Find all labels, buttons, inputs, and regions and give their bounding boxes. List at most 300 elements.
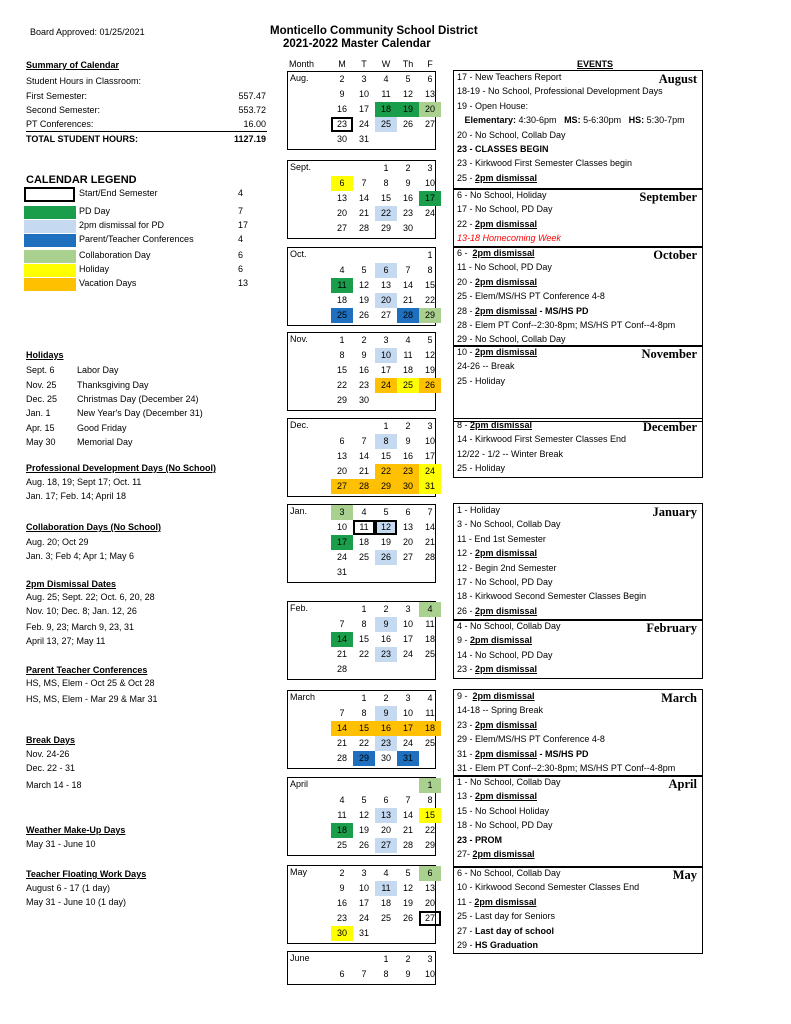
event-text: 10 - [457, 347, 476, 357]
event-text: 25 - [457, 172, 476, 183]
calendar-day: 13 [424, 883, 435, 893]
holidays-title: Holidays [26, 350, 64, 360]
event-line [457, 720, 537, 730]
calendar-day: 16 [402, 193, 413, 203]
event-line [457, 291, 605, 301]
event-text: 23 - [457, 719, 476, 730]
event-line [457, 190, 547, 200]
calendar-day: 3 [427, 163, 433, 173]
calendar-day: 30 [402, 223, 413, 233]
calendar-day: 9 [375, 706, 397, 721]
summary-label: Second Semester: [26, 105, 101, 115]
event-text: 5:30-7pm [646, 115, 685, 126]
event-text: 27 - [457, 925, 476, 936]
event-text: 25 - Holiday [457, 463, 506, 474]
calendar-day: 21 [336, 738, 347, 748]
event-text: 29 - No School, Collab Day [457, 334, 566, 345]
makeup-days-line: May 31 - June 10 [26, 839, 96, 849]
calendar-day: 3 [427, 954, 433, 964]
weekday-header: W [381, 59, 391, 69]
event-text: 2pm dismissal [472, 849, 535, 859]
calendar-day: 21 [358, 208, 369, 218]
calendar-day: 9 [339, 883, 345, 893]
month-name: Dec. [290, 420, 309, 430]
floating-days-line: August 6 - 17 (1 day) [26, 883, 111, 893]
event-line [457, 144, 549, 154]
event-text: 4:30-6pm [518, 115, 565, 126]
event-text: HS: [628, 115, 647, 126]
calendar-day: 11 [353, 520, 375, 535]
calendar-day: 8 [383, 178, 389, 188]
event-line [457, 262, 552, 272]
calendar-day: 16 [336, 898, 347, 908]
event-line [457, 130, 566, 140]
event-line [457, 591, 646, 601]
event-line [457, 347, 537, 357]
calendar-day: 27 [419, 911, 441, 926]
calendar-day: 12 [402, 883, 413, 893]
calendar-day: 28 [397, 308, 419, 323]
calendar-day: 20 [424, 898, 435, 908]
event-text: 24-26 -- Break [457, 361, 515, 372]
calendar-day: 5 [427, 335, 433, 345]
legend-count: 7 [238, 206, 244, 216]
summary-label: First Semester: [26, 91, 88, 101]
summary-total-label: TOTAL STUDENT HOURS: [26, 134, 138, 144]
calendar-day: 23 [336, 913, 347, 923]
calendar-day: 5 [361, 795, 367, 805]
event-month-title: February [646, 621, 697, 635]
legend-swatch-pd [24, 206, 76, 219]
calendar-day: 20 [336, 466, 347, 476]
event-month-title: May [672, 868, 697, 882]
event-line [457, 606, 537, 616]
legend-swatch-conference [24, 234, 76, 247]
event-line [457, 101, 528, 111]
floating-days-line: May 31 - June 10 (1 day) [26, 897, 127, 907]
calendar-day: 24 [402, 738, 413, 748]
calendar-day: 21 [402, 295, 413, 305]
event-line [457, 791, 537, 801]
calendar-day: 20 [336, 208, 347, 218]
legend-count: 17 [238, 220, 249, 230]
calendar-day: 21 [336, 649, 347, 659]
collab-days-title: Collaboration Days (No School) [26, 522, 162, 532]
legend-swatch-start-end [24, 187, 75, 202]
calendar-day: 16 [402, 451, 413, 461]
calendar-day: 29 [336, 395, 347, 405]
event-text: 2pm dismissal [472, 691, 535, 701]
calendar-day: 4 [427, 693, 433, 703]
event-text: 25 - Last day for Seniors [457, 911, 556, 922]
event-text: Elementary: [457, 115, 519, 126]
event-line [457, 563, 557, 573]
calendar-day: 18 [336, 295, 347, 305]
calendar-day: 9 [339, 89, 345, 99]
calendar-day: 25 [358, 552, 369, 562]
calendar-day: 28 [402, 840, 413, 850]
calendar-day: 20 [380, 825, 391, 835]
calendar-day: 10 [375, 348, 397, 363]
legend-swatch-holiday [24, 264, 76, 277]
calendar-day: 1 [339, 335, 345, 345]
calendar-day: 27 [380, 310, 391, 320]
event-line [457, 420, 532, 430]
calendar-day: 11 [337, 810, 347, 820]
event-text: 6 - No School, Holiday [457, 190, 547, 200]
event-text: 2pm dismissal [475, 664, 538, 675]
calendar-day: 3 [361, 74, 367, 84]
calendar-day: 26 [358, 310, 369, 320]
event-text: 13 - [457, 791, 476, 802]
month-name: Feb. [290, 603, 309, 613]
calendar-day: 19 [380, 537, 391, 547]
calendar-day: 2 [339, 868, 345, 878]
event-text: 18 - No School, PD Day [457, 820, 553, 831]
event-line [457, 911, 555, 921]
calendar-day: 10 [402, 708, 413, 718]
legend-count: 4 [238, 188, 244, 198]
calendar-day: 10 [424, 178, 435, 188]
calendar-day: 25 [424, 738, 435, 748]
calendar-day: 7 [361, 436, 367, 446]
holiday-date: Apr. 15 [26, 423, 55, 433]
calendar-day: 3 [427, 421, 433, 431]
event-text: 27- [457, 849, 473, 859]
event-text: 9 - [457, 691, 473, 701]
calendar-day: 15 [424, 280, 435, 290]
legend-count: 4 [238, 234, 244, 244]
event-text: 14 - Kirkwood First Semester Classes End [457, 434, 627, 445]
calendar-day: 22 [424, 825, 435, 835]
calendar-day: 13 [424, 89, 435, 99]
event-text: 28 - Elem PT Conf--2:30-8pm; MS/HS PT Conf--4-8pm [457, 320, 676, 330]
calendar-day: 27 [402, 552, 413, 562]
calendar-day: 7 [361, 178, 367, 188]
pt-conferences-title: Parent Teacher Conferences [26, 665, 148, 675]
legend-label: PD Day [79, 206, 111, 216]
event-text: 26 - [457, 605, 476, 616]
calendar-day: 6 [405, 507, 411, 517]
event-text: 20 - No School, Collab Day [457, 129, 566, 140]
calendar-day: 5 [383, 507, 389, 517]
dismissal-dates-line: Aug. 25; Sept. 22; Oct. 6, 20, 28 [26, 592, 155, 602]
calendar-day: 27 [375, 838, 397, 853]
calendar-day: 2 [383, 604, 389, 614]
event-month-title: January [652, 505, 697, 519]
legend-swatch-vacation [24, 278, 76, 291]
calendar-month-header: Month [289, 59, 315, 69]
calendar-day: 29 [353, 751, 375, 766]
event-text: 17 - No School, PD Day [457, 577, 553, 587]
calendar-day: 22 [424, 295, 435, 305]
calendar-day: 6 [331, 176, 353, 191]
calendar-day: 25 [375, 117, 397, 132]
calendar-day: 15 [419, 808, 441, 823]
calendar-day: 31 [358, 928, 369, 938]
holiday-date: May 30 [26, 437, 56, 447]
legend-label: Parent/Teacher Conferences [79, 234, 194, 244]
event-text: 12 - [457, 548, 476, 559]
calendar-day: 9 [361, 350, 367, 360]
event-text: 2pm dismissal [470, 420, 533, 430]
holiday-date: Dec. 25 [26, 394, 58, 404]
calendar-day: 6 [339, 436, 345, 446]
event-line [457, 868, 561, 878]
calendar-day: 13 [402, 522, 413, 532]
event-line [457, 806, 549, 816]
calendar-day: 20 [402, 537, 413, 547]
calendar-day: 4 [339, 795, 345, 805]
calendar-day: 7 [339, 619, 345, 629]
calendar-day: 10 [424, 436, 435, 446]
event-text: 1 - No School, Collab Day [457, 777, 561, 787]
legend-swatch-dismissal [24, 220, 76, 233]
calendar-day: 11 [381, 89, 391, 99]
month-name: Nov. [290, 334, 308, 344]
event-text: 25 - Holiday [457, 375, 506, 386]
calendar-day: 23 [358, 380, 369, 390]
dismissal-dates-line: Nov. 10; Dec. 8; Jan. 12, 26 [26, 606, 137, 616]
event-line [457, 835, 502, 845]
calendar-day: 25 [380, 913, 391, 923]
calendar-day: 11 [425, 619, 435, 629]
calendar-day: 18 [380, 898, 391, 908]
event-text: 12 - Begin 2nd Semester [457, 562, 557, 573]
calendar-day: 1 [361, 693, 367, 703]
calendar-day: 28 [353, 479, 375, 494]
calendar-day: 24 [358, 913, 369, 923]
event-text: 23 - Kirkwood First Semester Classes begin [457, 158, 633, 169]
calendar-day: 15 [380, 451, 391, 461]
calendar-day: 19 [358, 825, 369, 835]
calendar-day: 22 [375, 206, 397, 221]
calendar-day: 5 [405, 74, 411, 84]
pd-days-title: Professional Development Days (No School) [26, 463, 217, 473]
event-text: 2pm dismissal [472, 248, 535, 258]
calendar-day: 10 [358, 89, 369, 99]
event-line [457, 734, 605, 744]
calendar-day: 24 [419, 464, 441, 479]
event-text: 4 - No School, Collab Day [457, 621, 561, 631]
event-text: 20 - [457, 276, 476, 287]
summary-value: 557.47 [238, 91, 266, 101]
event-text: 14 - No School, PD Day [457, 649, 553, 660]
event-text: 17 - New Teachers Report [457, 72, 562, 82]
event-text: HS Graduation [475, 940, 539, 950]
calendar-day: 2 [339, 74, 345, 84]
weekday-header: F [427, 59, 433, 69]
event-text: 28 - [457, 305, 476, 316]
break-days-title: Break Days [26, 735, 76, 745]
weekday-header: Th [402, 59, 414, 69]
event-text: 1 - Holiday [457, 505, 501, 515]
calendar-day: 4 [405, 335, 411, 345]
event-line [457, 548, 537, 558]
calendar-day: 29 [424, 840, 435, 850]
calendar-day: 31 [397, 751, 419, 766]
legend-label: Vacation Days [79, 278, 137, 288]
event-text: Last day of school [475, 925, 555, 936]
event-line [457, 519, 561, 529]
event-month-title: March [661, 691, 697, 705]
event-line [457, 277, 537, 287]
break-days-line: Nov. 24-26 [26, 749, 70, 759]
event-line [457, 219, 537, 229]
calendar-day: 7 [405, 265, 411, 275]
calendar-day: 7 [339, 708, 345, 718]
event-line [457, 705, 543, 715]
holiday-date: Nov. 25 [26, 380, 57, 390]
makeup-days-title: Weather Make-Up Days [26, 825, 126, 835]
event-text: 17 - No School, PD Day [457, 204, 553, 215]
event-text: 23 - CLASSES BEGIN [457, 144, 549, 154]
event-line [457, 691, 535, 701]
event-line [457, 361, 515, 371]
calendar-day: 13 [336, 451, 347, 461]
event-line [457, 940, 538, 950]
calendar-day: 14 [402, 280, 413, 290]
calendar-day: 25 [424, 649, 435, 659]
event-text: 2pm dismissal [475, 791, 538, 802]
calendar-day: 9 [405, 178, 411, 188]
event-text: 10 - Kirkwood Second Semester Classes End [457, 882, 640, 893]
calendar-day: 15 [353, 721, 375, 736]
calendar-day: 23 [375, 647, 397, 662]
calendar-day: 10 [336, 522, 347, 532]
event-text: 31 - [457, 748, 476, 759]
calendar-day: 6 [427, 74, 433, 84]
calendar-day: 8 [427, 265, 433, 275]
calendar-day: 6 [419, 866, 441, 881]
event-text: 14-18 -- Spring Break [457, 705, 544, 716]
calendar-day: 15 [358, 634, 369, 644]
calendar-day: 25 [331, 308, 353, 323]
event-text: 2pm dismissal [475, 218, 538, 229]
calendar-day: 26 [358, 840, 369, 850]
event-text: 2pm dismissal [474, 896, 537, 907]
legend-label: Collaboration Day [79, 250, 151, 260]
calendar-day: 7 [361, 969, 367, 979]
calendar-day: 22 [375, 464, 397, 479]
calendar-day: 26 [375, 550, 397, 565]
calendar-day: 18 [331, 823, 353, 838]
event-line [457, 115, 685, 125]
event-line [457, 505, 500, 515]
calendar-day: 16 [380, 634, 391, 644]
calendar-day: 28 [336, 664, 347, 674]
month-name: Sept. [290, 162, 312, 172]
calendar-day: 3 [383, 335, 389, 345]
event-text: 18-19 - No School, Professional Development Days [457, 86, 663, 97]
event-text: 25 - Elem/MS/HS PT Conference 4-8 [457, 291, 605, 302]
event-line [457, 320, 675, 330]
event-line [457, 376, 505, 386]
calendar-day: 25 [397, 378, 419, 393]
event-month-title: August [658, 72, 697, 86]
calendar-day: 17 [402, 634, 413, 644]
calendar-day: 17 [358, 898, 369, 908]
calendar-day: 18 [358, 537, 369, 547]
calendar-day: 1 [361, 604, 367, 614]
event-line [457, 621, 561, 631]
event-line [457, 926, 554, 936]
event-line [457, 849, 535, 859]
event-line [457, 233, 561, 243]
pd-days-line: Jan. 17; Feb. 14; April 18 [26, 491, 127, 501]
calendar-day: 30 [336, 134, 347, 144]
event-text: 29 - [457, 940, 476, 950]
calendar-day: 10 [424, 969, 435, 979]
calendar-day: 23 [375, 736, 397, 751]
break-days-line: March 14 - 18 [26, 780, 82, 790]
event-text: 15 - No School Holiday [457, 805, 550, 816]
calendar-day: 2 [361, 335, 367, 345]
calendar-day: 2 [405, 163, 411, 173]
calendar-day: 8 [361, 708, 367, 718]
calendar-day: 18 [424, 634, 435, 644]
collab-days-line: Aug. 20; Oct 29 [26, 537, 89, 547]
holiday-date: Jan. 1 [26, 408, 51, 418]
calendar-day: 24 [358, 119, 369, 129]
event-line [457, 158, 632, 168]
summary-total-value: 1127.19 [233, 134, 266, 144]
event-line [457, 72, 561, 82]
calendar-day: 17 [397, 721, 419, 736]
legend-title: CALENDAR LEGEND [26, 174, 137, 186]
event-text: 19 - Open House: [457, 100, 529, 111]
holiday-name: Good Friday [77, 423, 127, 433]
calendar-day: 23 [331, 117, 353, 132]
calendar-day: 26 [402, 119, 413, 129]
event-month-title: December [642, 420, 697, 434]
calendar-day: 13 [380, 280, 391, 290]
legend-count: 13 [238, 278, 249, 288]
event-text: - MS/HS PD [537, 748, 589, 759]
calendar-day: 17 [331, 535, 353, 550]
event-line [457, 173, 537, 183]
calendar-day: 2 [405, 954, 411, 964]
calendar-day: 15 [336, 365, 347, 375]
calendar-day: 22 [358, 649, 369, 659]
event-text: 23 - PROM [457, 834, 503, 845]
calendar-day: 16 [375, 721, 397, 736]
event-text: 2pm dismissal [475, 276, 538, 287]
calendar-day: 27 [424, 119, 435, 129]
calendar-day: 28 [358, 223, 369, 233]
calendar-day: 26 [402, 913, 413, 923]
dismissal-dates-line: Feb. 9, 23; March 9, 23, 31 [26, 622, 135, 632]
calendar-day: 11 [331, 278, 353, 293]
summary-divider [26, 131, 267, 132]
calendar-day: 7 [405, 795, 411, 805]
calendar-day: 12 [424, 350, 435, 360]
calendar-day: 13 [375, 808, 397, 823]
calendar-day: 19 [358, 295, 369, 305]
pd-days-line: Aug. 18, 19; Sept 17; Oct. 11 [26, 477, 142, 487]
calendar-day: 1 [427, 250, 433, 260]
calendar-day: 1 [383, 163, 389, 173]
calendar-day: 18 [419, 721, 441, 736]
summary-value: 16.00 [243, 119, 266, 129]
event-text: - MS/HS PD [537, 305, 589, 316]
calendar-day: 14 [358, 193, 369, 203]
event-month-title: October [653, 248, 697, 262]
calendar-day: 14 [331, 632, 353, 647]
holiday-name: Memorial Day [77, 437, 133, 447]
event-line [457, 882, 639, 892]
event-line [457, 449, 563, 459]
